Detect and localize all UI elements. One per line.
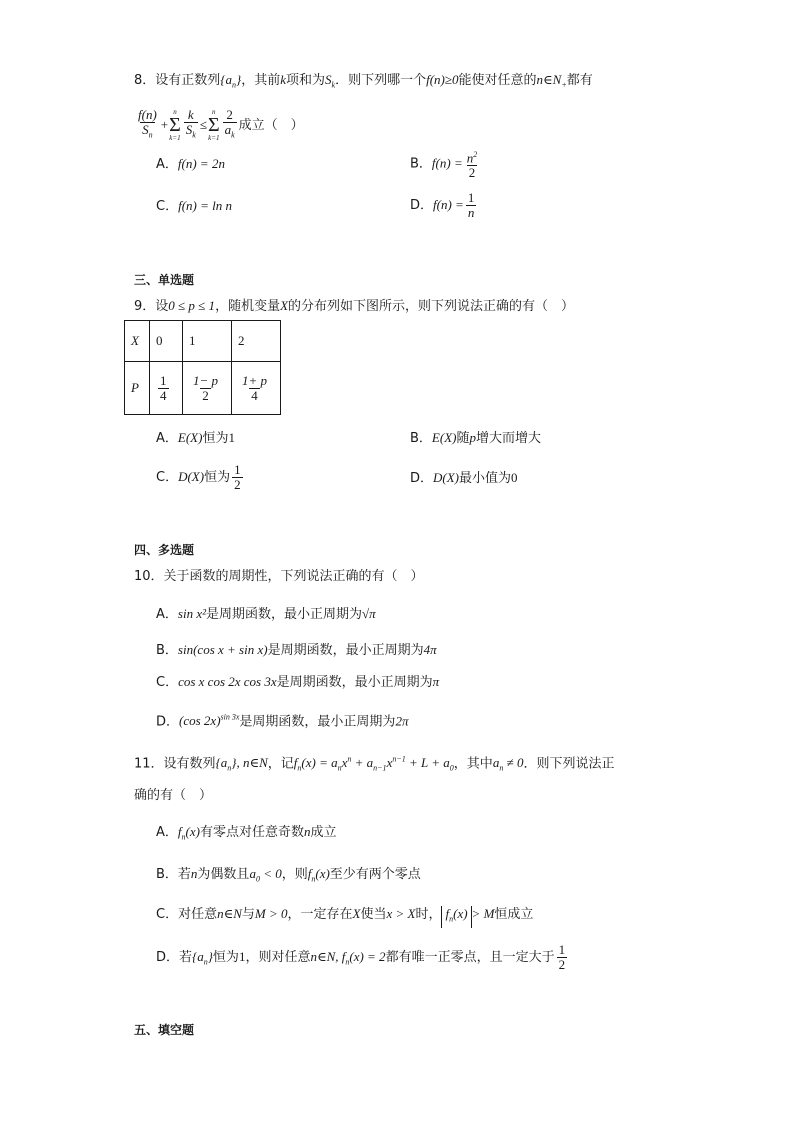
q11-stem-line2: 确的有（ ）: [134, 788, 213, 803]
q8-S: $S_k$: [325, 72, 336, 90]
q8-option-c-math: f(n) = ln n: [178, 198, 232, 213]
q8-text: 项和为: [286, 73, 326, 88]
table-row: [125, 362, 281, 415]
q8-inequality: [134, 108, 304, 143]
q9-variable-x: X: [280, 298, 289, 313]
q9-option-d: D．D(X)最小值为0: [410, 470, 518, 486]
q8-option-d-math: f(n) =: [433, 197, 464, 212]
q11-stem-line1: 11．设有数列$\{a_n\}$, n∈N，记$f_n(x) = a_nx^n + a_{n-1}x^{n-1} + L + a_0$，其中$a_n \ne 0$．则下列说法正: [134, 755, 615, 773]
section-title-multiple-choice: 四、多选题: [134, 543, 195, 557]
q8-option-a-math: f(n) = 2n: [177, 156, 225, 171]
q10-option-d: D．(cos 2x)$^{sin 3x}$是周期函数，最小正周期为2π: [156, 713, 409, 730]
q8-frac-2-ak: $\frac{2}{a_k}$: [223, 108, 237, 143]
q8-text: ．则下列哪一个: [335, 73, 427, 88]
q8-option-b-math: f(n) =: [431, 155, 463, 171]
q11-option-d: D．若$\{a_n\}$恒为1，则对任意n∈N, $f_n(x) = 2$都有唯一正零点，且一定大于 $\frac{1}{2}$: [156, 942, 566, 972]
section-title-fill-in: 五、填空题: [134, 1023, 195, 1037]
table-cell: 0: [150, 321, 183, 362]
q8-number: 8．: [134, 73, 156, 88]
q8-option-b: B．f(n) = $\frac{n^2}{2}$: [410, 150, 478, 181]
q8-text: 能使对任意的: [458, 73, 537, 88]
q11-abs-value: $f_n(x)$: [441, 906, 471, 928]
q8-stem-line1: [134, 70, 593, 96]
q8-option-d: D．f(n) = $\frac{1}{n}$: [410, 190, 475, 220]
q8-text: 都有: [566, 73, 593, 88]
q8-option-d-frac: $\frac{1}{n}$: [467, 190, 475, 220]
q8-tail: 成立（ ）: [238, 117, 304, 133]
q8-sum-2: n Σ k=1: [207, 108, 220, 143]
section-title-single-choice: 三、单选题: [134, 273, 195, 287]
table-cell: P: [125, 362, 150, 415]
q10-option-c: C．cos x cos 2x cos 3x是周期函数，最小正周期为π: [156, 674, 440, 690]
q8-frac-fn-sn: $\frac{f(n)}{S_n}$: [136, 108, 159, 143]
q8-option-b-frac: $\frac{n^2}{2}$: [466, 150, 478, 181]
table-row: [125, 321, 281, 362]
q8-n-in-N: $n\in N_+$: [536, 72, 567, 90]
q8-option-c: C．f(n) = ln n: [156, 198, 232, 214]
q8-seq: $\{a_n\}$: [220, 72, 242, 90]
q8-sum-1: n Σ k=1: [169, 108, 181, 143]
q9-option-a: A．E(X)恒为1: [156, 430, 235, 446]
q11-option-b: B．若n为偶数且$a_0 < 0$，则$f_n(x)$至少有两个零点: [156, 866, 421, 884]
q8-condition: f(n)≥0: [426, 72, 459, 87]
table-cell: 2: [232, 321, 281, 362]
q10-stem: 10．关于函数的周期性，下列说法正确的有（ ）: [134, 569, 424, 584]
q10-option-a: A．sin x²是周期函数，最小正周期为√π: [156, 606, 376, 622]
plus-sign: +: [160, 116, 169, 132]
q8-text: ，其前: [241, 73, 281, 88]
q9-option-c: C．D(X)恒为 $\frac{1}{2}$: [156, 462, 241, 492]
q8-option-a: A．f(n) = 2n: [156, 156, 225, 172]
q11-polynomial: $f_n(x) = a_nx^n + a_{n-1}x^{n-1} + L + a_0$: [293, 755, 454, 773]
q9-stem: 9．设0 ≤ p ≤ 1，随机变量X的分布列如下图所示，则下列说法正确的有（ ）: [134, 298, 575, 314]
q9-option-b: B．E(X)随p增大而增大: [410, 430, 541, 446]
q8-k: k: [280, 72, 286, 87]
table-cell: $\frac{1- p}{2}$: [183, 362, 232, 415]
q10-option-b: B．sin(cos x + sin x)是周期函数，最小正周期为4π: [156, 642, 437, 658]
table-cell: $\frac{1+ p}{4}$: [232, 362, 281, 415]
q11-option-a: A．$f_n(x)$有零点对任意奇数n成立: [156, 824, 337, 842]
q8-frac-k-sk: $\frac{k}{S_k}$: [184, 108, 198, 143]
q9-distribution-table: [124, 320, 281, 415]
table-cell: X: [125, 321, 150, 362]
q9-condition: 0 ≤ p ≤ 1: [168, 298, 216, 313]
q11-option-c: C．对任意n∈N与M > 0，一定存在X使当x > X时， $f_n(x) > M$恒成立: [156, 904, 533, 928]
table-cell: $\frac{1}{4}$: [150, 362, 183, 415]
table-cell: 1: [183, 321, 232, 362]
q8-text: 设有正数列: [155, 73, 221, 88]
leq-sign: ≤: [199, 116, 207, 132]
